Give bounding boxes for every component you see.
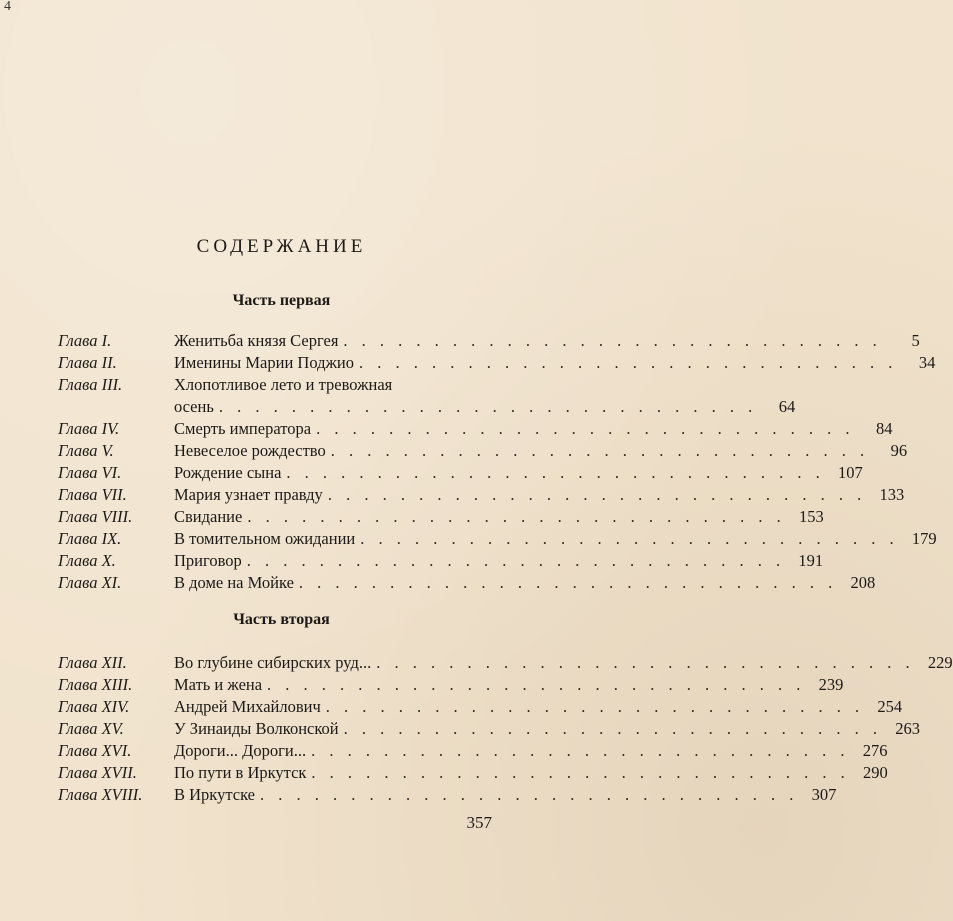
chapter-page: 307: [811, 785, 837, 804]
leader-dots: [247, 550, 785, 572]
chapter-title: Андрей Михайлович: [174, 697, 321, 716]
chapter-page: 254: [877, 697, 903, 716]
toc-row: [58, 696, 903, 718]
chapter-title: Мария узнает правду: [174, 485, 323, 504]
toc-part-two: [58, 652, 953, 806]
leader-dots: [286, 462, 824, 484]
contents-title: СОДЕРЖАНИЕ: [196, 236, 367, 257]
chapter-page: 263: [895, 719, 920, 738]
chapter-title: Смерть императора: [174, 419, 312, 438]
toc-entry: [174, 718, 920, 740]
leader-dots: [360, 528, 898, 550]
chapter-title: В томительном ожидании: [174, 529, 356, 548]
chapter-label: Глава III.: [58, 375, 123, 394]
chapter-label: Глава X.: [58, 551, 116, 570]
chapter-title: Приговор: [174, 551, 242, 570]
chapter-page: 34: [918, 353, 936, 372]
chapter-page: 5: [911, 331, 920, 350]
toc-entry: [174, 440, 908, 462]
chapter-title: В Иркутске: [174, 785, 255, 804]
leader-dots: [359, 352, 897, 374]
chapter-page: 276: [862, 741, 888, 760]
toc-entry: [174, 484, 905, 506]
toc-row: [58, 528, 937, 550]
chapter-title: Свидание: [174, 507, 243, 526]
chapter-title: Именины Марии Поджио: [174, 353, 354, 372]
chapter-page: 133: [879, 485, 905, 504]
toc-row: [58, 330, 920, 352]
chapter-title: Хлопотливое лето и тревожная: [174, 375, 393, 394]
chapter-page: 208: [850, 573, 876, 592]
toc-row: [58, 550, 824, 572]
toc-entry: [174, 506, 824, 528]
toc-row: [58, 674, 844, 696]
chapter-title: Во глубине сибирских руд...: [174, 653, 372, 672]
toc-row: [58, 418, 893, 440]
chapter-page: 107: [838, 463, 863, 482]
chapter-title-continuation: осень: [174, 397, 214, 416]
chapter-page: 84: [875, 419, 893, 438]
leader-dots: [219, 396, 757, 418]
toc-row: [58, 506, 824, 528]
corner-mark: 4: [4, 0, 11, 14]
chapter-label: Глава VI.: [58, 463, 122, 482]
toc-row: [58, 440, 908, 462]
chapter-page: 239: [818, 675, 844, 694]
leader-dots: [260, 784, 798, 806]
toc-entry: [174, 740, 888, 762]
chapter-label: Глава XVIII.: [58, 785, 143, 804]
leader-dots: [299, 572, 837, 594]
toc-entry: [174, 330, 920, 352]
chapter-label: Глава XVII.: [58, 763, 137, 782]
toc-row: [58, 762, 888, 784]
chapter-title: По пути в Иркутск: [174, 763, 307, 782]
chapter-label: Глава XVI.: [58, 741, 132, 760]
chapter-title: Мать и жена: [174, 675, 263, 694]
toc-entry: [174, 762, 888, 784]
chapter-title-line1: [174, 374, 795, 396]
toc-row: [58, 784, 837, 806]
toc-entry: [174, 696, 903, 718]
chapter-page: 290: [863, 763, 888, 782]
chapter-label: Глава I.: [58, 331, 112, 350]
chapter-title-line2: [174, 396, 795, 418]
toc-entry: [174, 374, 795, 418]
chapter-label: Глава VII.: [58, 485, 127, 504]
chapter-label: Глава IV.: [58, 419, 120, 438]
leader-dots: [311, 762, 849, 784]
toc-entry: [174, 528, 937, 550]
chapter-title: Женитьба князя Сергея: [174, 331, 339, 350]
chapter-label: Глава IX.: [58, 529, 122, 548]
leader-dots: [267, 674, 805, 696]
chapter-page: 64: [778, 397, 796, 416]
toc-entry: [174, 784, 837, 806]
part-one-title: Часть первая: [232, 292, 331, 309]
leader-dots: [326, 696, 864, 718]
toc-row: [58, 352, 936, 374]
part-two-title: Часть вторая: [233, 611, 330, 628]
toc-entry: [174, 674, 844, 696]
leader-dots: [343, 330, 881, 352]
toc-row: [58, 462, 863, 484]
page-number: 357: [466, 813, 492, 832]
chapter-label: Глава XIII.: [58, 675, 133, 694]
leader-dots: [331, 440, 869, 462]
chapter-label: Глава XV.: [58, 719, 124, 738]
toc-entry: [174, 462, 863, 484]
chapter-label: Глава VIII.: [58, 507, 133, 526]
chapter-title: Невеселое рождество: [174, 441, 326, 460]
chapter-label: Глава V.: [58, 441, 114, 460]
toc-row: [58, 718, 920, 740]
chapter-title: В доме на Мойке: [174, 573, 294, 592]
chapter-page: 179: [911, 529, 937, 548]
toc-row: [58, 572, 876, 594]
chapter-page: 96: [890, 441, 908, 460]
toc-entry: [174, 550, 824, 572]
leader-dots: [344, 718, 882, 740]
toc-row: [58, 652, 953, 674]
chapter-title: Дороги... Дороги...: [174, 741, 307, 760]
chapter-page: 153: [798, 507, 824, 526]
leader-dots: [316, 418, 854, 440]
leader-dots: [311, 740, 849, 762]
chapter-label: Глава II.: [58, 353, 117, 372]
toc-row: [58, 374, 796, 418]
chapter-page: 191: [798, 551, 824, 570]
chapter-title: У Зинаиды Волконской: [174, 719, 339, 738]
chapter-label: Глава XIV.: [58, 697, 130, 716]
toc-row: [58, 484, 905, 506]
toc-row: [58, 740, 888, 762]
leader-dots: [247, 506, 785, 528]
chapter-label: Глава XII.: [58, 653, 127, 672]
chapter-page: 229: [927, 653, 953, 672]
chapter-title: Рождение сына: [174, 463, 282, 482]
leader-dots: [328, 484, 866, 506]
toc-entry: [174, 418, 893, 440]
toc-entry: [174, 352, 936, 374]
chapter-label: Глава XI.: [58, 573, 122, 592]
toc-entry: [174, 572, 876, 594]
toc-part-one: [58, 330, 937, 594]
leader-dots: [376, 652, 914, 674]
toc-entry: [174, 652, 953, 674]
